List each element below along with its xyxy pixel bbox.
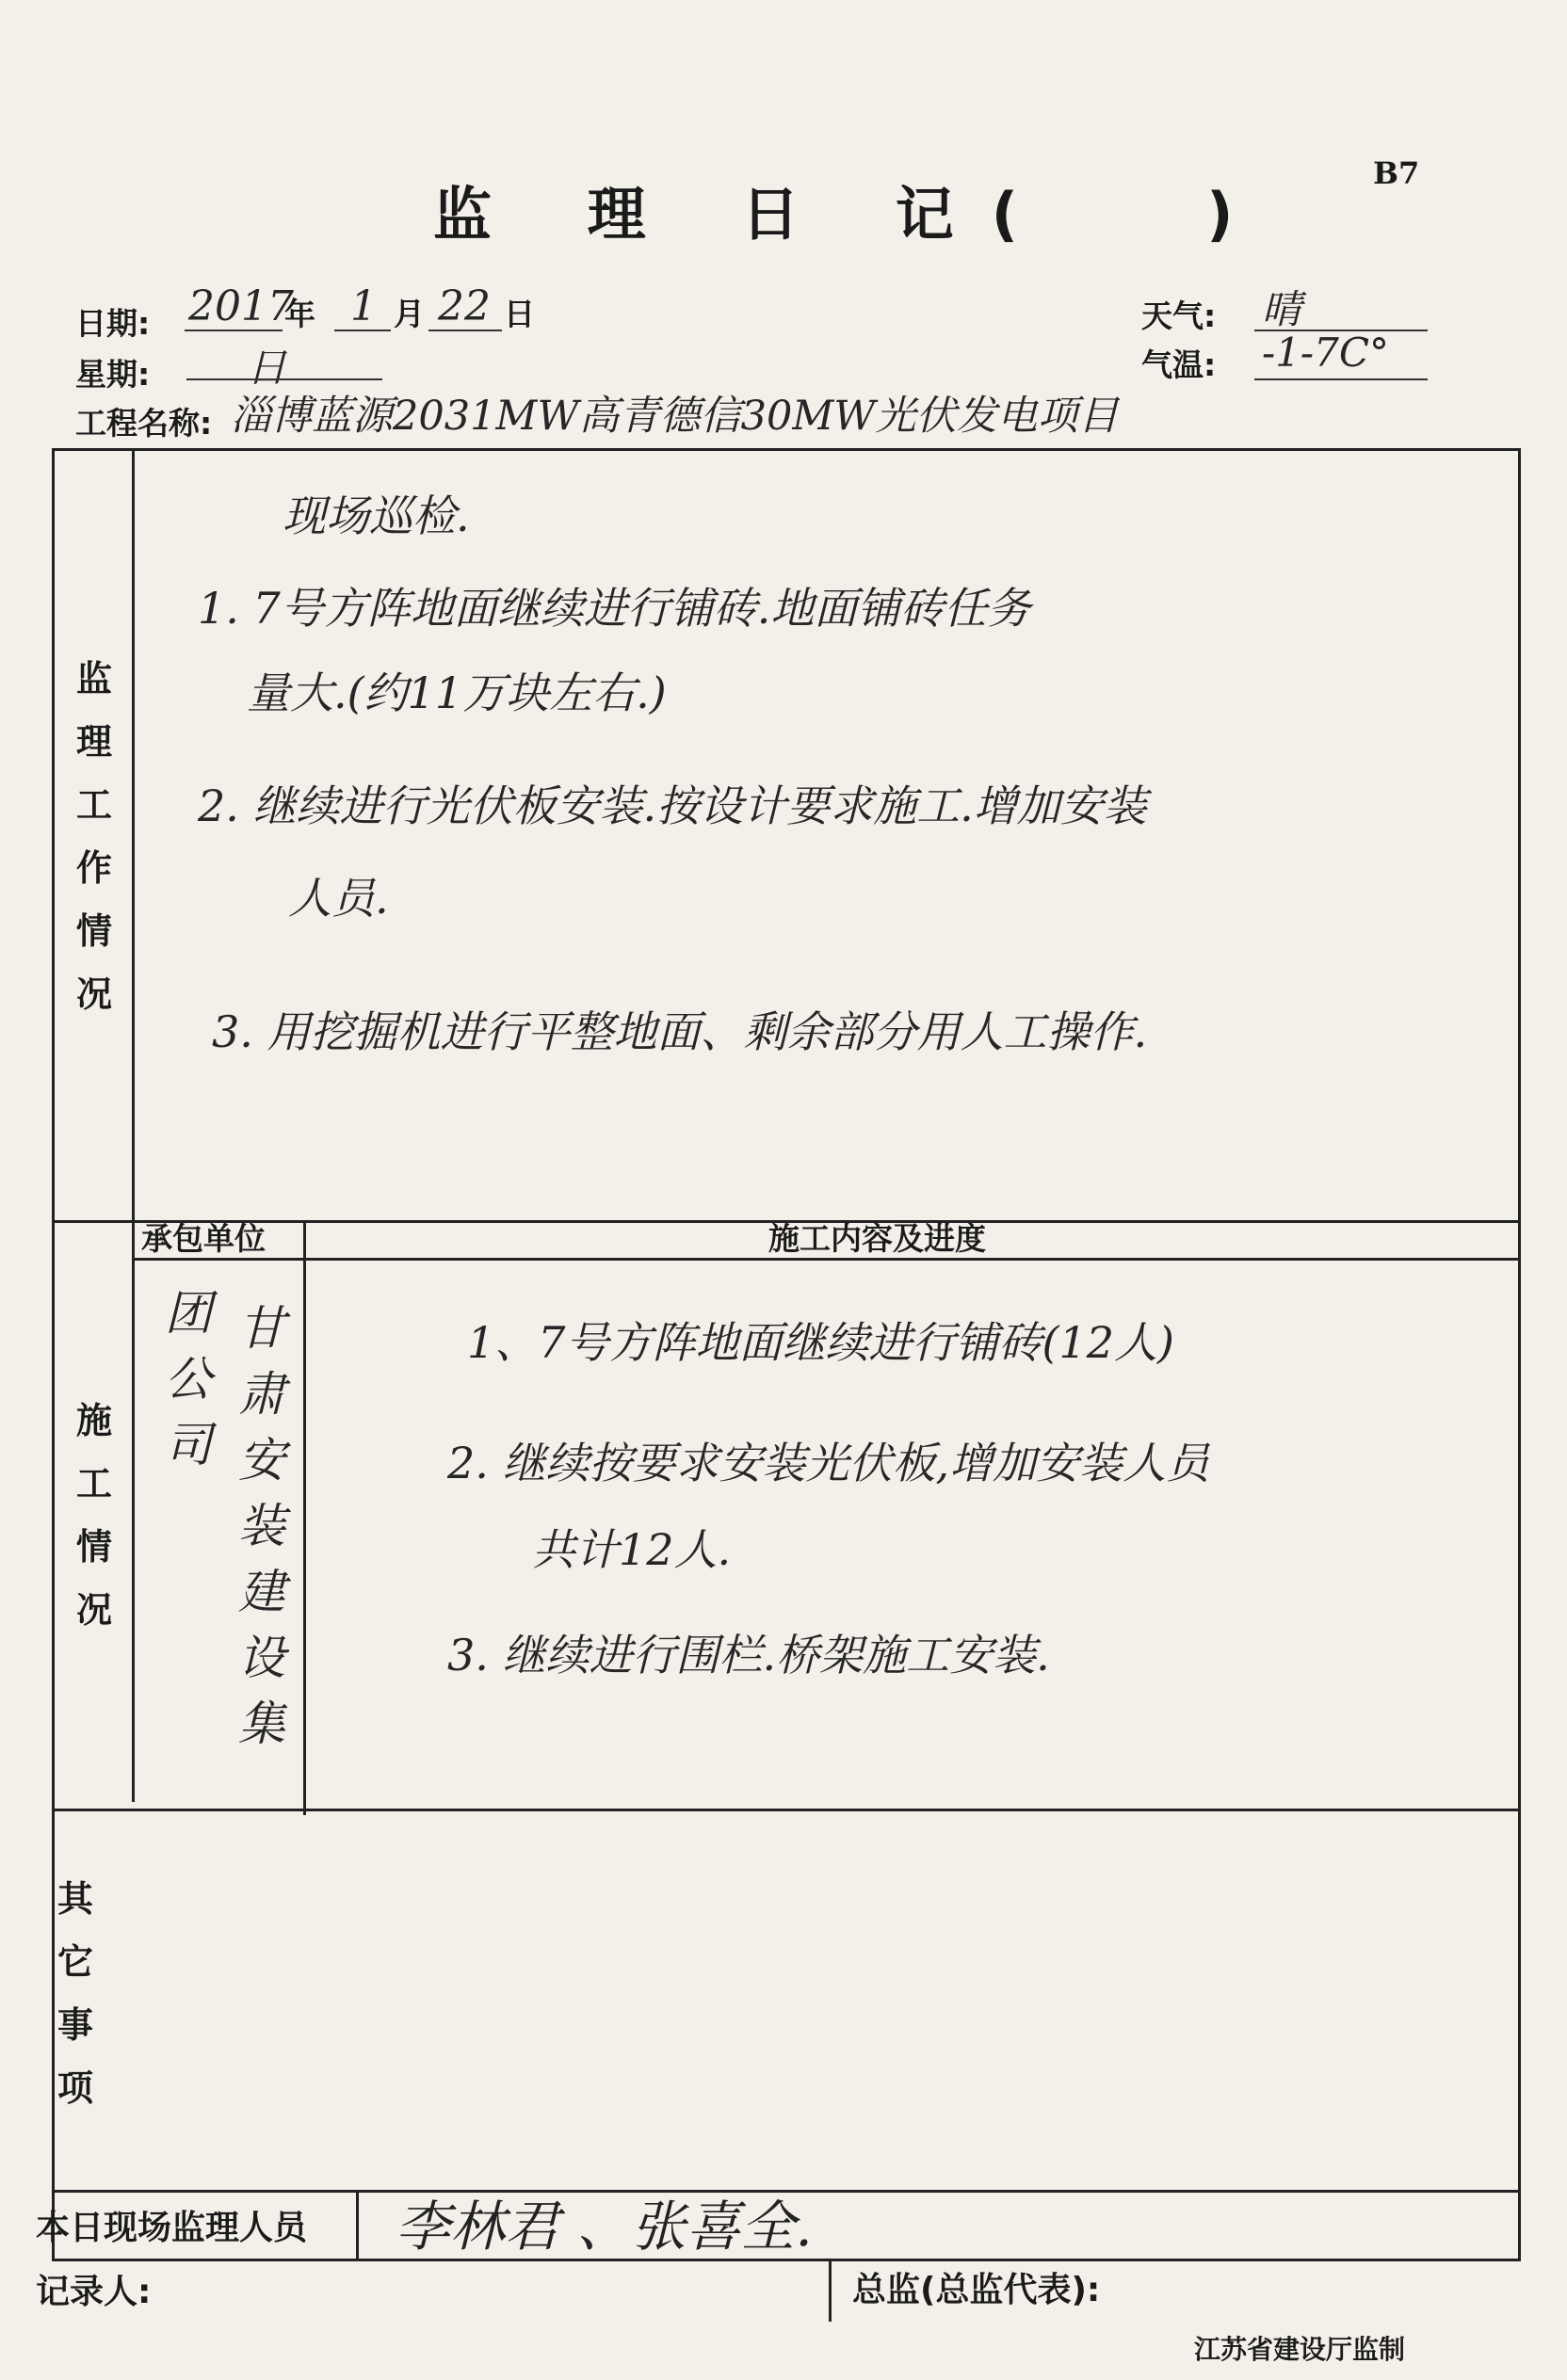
construction-section-title xyxy=(58,1390,130,1642)
contractor-column-header: 承包单位 xyxy=(141,1220,266,1257)
year-label: 年 xyxy=(284,296,315,332)
construction-line: 1、7号方阵地面继续进行铺砖(12人) xyxy=(467,1317,1174,1368)
weekday-label: 星期: xyxy=(75,356,151,393)
weather-label: 天气: xyxy=(1141,298,1217,334)
construction-line: 3. 继续进行围栏.桥架施工安装. xyxy=(447,1630,1050,1680)
table-divider-v2 xyxy=(303,1220,306,1815)
supervision-line: 现场巡检. xyxy=(283,490,470,541)
supervision-line: 2. 继续进行光伏板安装.按设计要求施工.增加安装 xyxy=(198,780,1147,831)
date-day-underline xyxy=(428,330,502,331)
supervision-line: 3. 用挖掘机进行平整地面、剩余部分用人工操作. xyxy=(212,1006,1148,1057)
title-close: ) xyxy=(1206,180,1234,249)
weekday-value: 日 xyxy=(247,345,287,391)
supervision-line: 1. 7号方阵地面继续进行铺砖.地面铺砖任务 xyxy=(198,583,1031,634)
supervision-title-text: 监理工作情况 xyxy=(75,658,112,1015)
title-text: 监 理 日 记( xyxy=(433,180,1057,249)
temperature-label: 气温: xyxy=(1141,346,1217,383)
form-code: B7 xyxy=(1373,155,1420,191)
footer-divider xyxy=(829,2261,832,2322)
supervision-line: 量大.(约11万块左右.) xyxy=(247,667,667,718)
content-column-header: 施工内容及进度 xyxy=(768,1220,986,1257)
table-divider-v1 xyxy=(132,448,135,1802)
supervision-line: 人员. xyxy=(288,873,389,924)
day-label: 日 xyxy=(504,296,535,332)
construction-title-text: 施工情况 xyxy=(75,1400,112,1631)
date-year-underline xyxy=(185,330,283,331)
supervisors-label: 本日现场监理人员 xyxy=(36,2209,308,2247)
construction-line: 2. 继续按要求安装光伏板,增加安装人员 xyxy=(447,1438,1210,1488)
month-label: 月 xyxy=(394,296,425,332)
table-divider-h3 xyxy=(52,1809,1521,1811)
page-title xyxy=(433,168,1233,251)
project-label: 工程名称: xyxy=(75,405,213,442)
weather-value: 晴 xyxy=(1262,286,1302,332)
temperature-value: -1-7C° xyxy=(1262,330,1389,376)
project-value: 淄博蓝源2031MW高青德信30MW光伏发电项目 xyxy=(231,393,1119,440)
issuer-note: 江苏省建设厅监制 xyxy=(1194,2334,1406,2365)
date-month: 1 xyxy=(350,282,377,330)
other-section-title xyxy=(19,1868,132,2120)
date-year: 2017 xyxy=(188,282,294,330)
temperature-underline xyxy=(1254,378,1428,380)
table-divider-v3 xyxy=(356,2190,359,2261)
recorder-label: 记录人: xyxy=(36,2273,152,2311)
other-title-text: 其它事项 xyxy=(57,1878,93,2109)
supervision-section-title xyxy=(58,648,130,1026)
date-month-underline xyxy=(334,330,391,331)
weekday-underline xyxy=(186,378,382,380)
construction-line: 共计12人. xyxy=(532,1524,732,1575)
contractor-name-col1: 甘肃安装建设集 xyxy=(238,1301,285,1751)
supervisors-signature: 李林君 、张喜全. xyxy=(396,2195,813,2259)
contractor-name-col2: 团公司 xyxy=(165,1286,212,1472)
chief-supervisor-label: 总监(总监代表): xyxy=(852,2271,1101,2309)
date-label: 日期: xyxy=(75,305,151,342)
date-day: 22 xyxy=(438,282,491,330)
